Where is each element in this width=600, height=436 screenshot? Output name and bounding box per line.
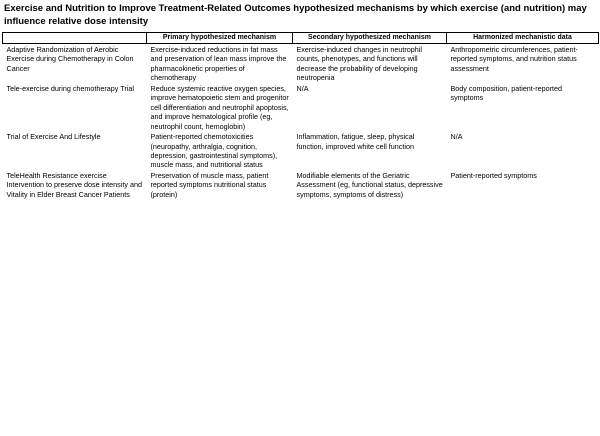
trial-name-cell: Tele-exercise during chemotherapy Trial [6,83,134,93]
document-page [0,0,600,199]
table-row [3,170,599,199]
harmonized-data-cell: Patient-reported symptoms [450,170,537,180]
header-trial-blank [3,33,147,44]
trial-name-cell: Adaptive Randomization of Aerobic Exercise during Chemotherapy in Colon Cancer [6,45,134,73]
table-row [3,83,599,131]
primary-mechanism-cell: Exercise-induced reductions in fat mass and preservation of lean mass improve the pharmacokinetic properties of chemotherapy [150,45,287,83]
trial-name-cell: Trial of Exercise And Lifestyle [6,132,101,142]
header-harmonized-data: Harmonized mechanistic data [447,33,599,44]
table-header [3,33,599,44]
harmonized-data-cell: N/A [450,132,463,142]
harmonized-data-cell: Body composition, patient-reported symptoms [450,83,562,103]
table-row [3,131,599,170]
table-title: Exercise and Nutrition to Improve Treatment-Related Outcomes hypothesized mechanisms by which exercise (and nutrition) may influence relative dose intensity [4,3,587,27]
secondary-mechanism-cell: Exercise-induced changes in neutrophil counts, phenotypes, and functions will decrease the probability of developing neutropenia [296,45,422,83]
table-body [3,44,599,200]
secondary-mechanism-cell: N/A [296,83,309,93]
secondary-mechanism-cell: Inflammation, fatigue, sleep, physical function, improved white cell function [296,132,415,151]
header-secondary-mechanism: Secondary hypothesized mechanism [293,33,447,44]
header-row [3,33,599,44]
primary-mechanism-cell: Preservation of muscle mass, patient reported symptoms nutritional status (protein) [150,170,269,199]
harmonized-data-cell: Anthropometric circumferences, patient-reported symptoms, and nutrition status assessment [450,45,578,73]
mechanisms-table [2,32,599,199]
primary-mechanism-cell: Patient-reported chemotoxicities (neuropathy, arthralgia, cognition, depression, gastrointestinal symptoms), muscle mass, and nutritional status [150,132,278,170]
header-primary-mechanism: Primary hypothesized mechanism [147,33,293,44]
table-row [3,44,599,83]
primary-mechanism-cell: Reduce systemic reactive oxygen species, improve hematopoietic stem and progenitor cell differentiation and neutrophil apoptosis, and improve hematological profile (eg, neutrophil count, hemoglobin) [150,83,289,131]
trial-name-cell: TeleHealth Resistance exercise Intervention to preserve dose intensity and Vitality in Elder Breast Cancer Patients [6,170,142,199]
secondary-mechanism-cell: Modifiable elements of the Geriatric Assessment (eg, functional status, depressive symptoms, symptoms of distress) [296,170,443,199]
